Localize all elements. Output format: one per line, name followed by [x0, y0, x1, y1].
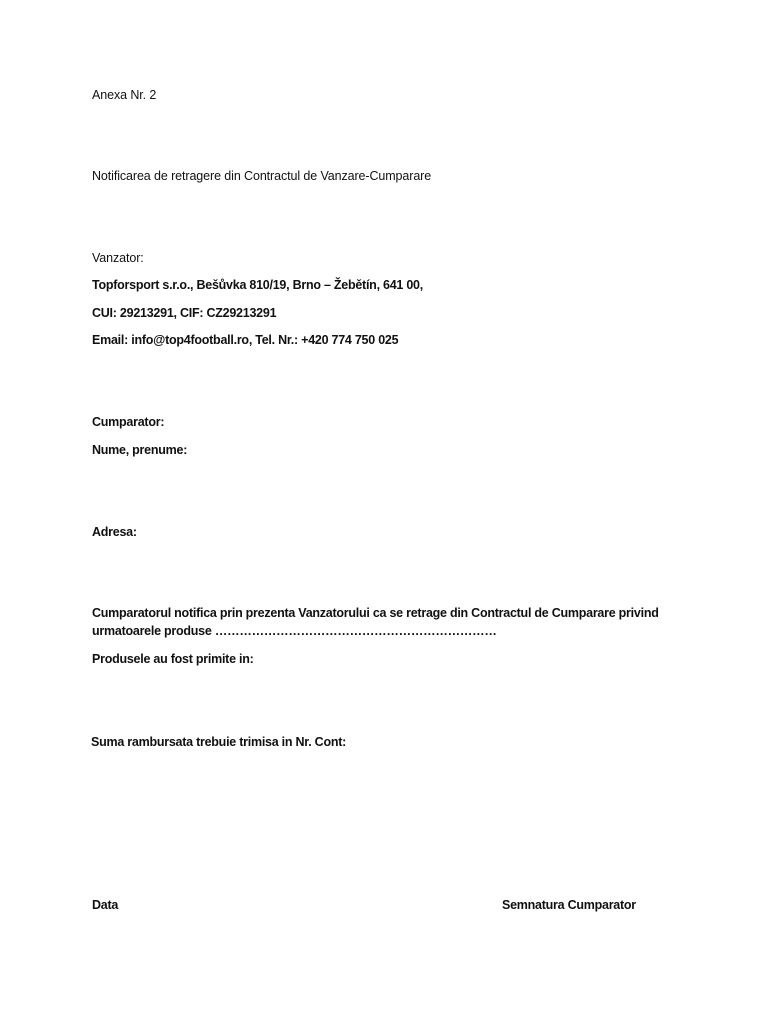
buyer-name-label: Nume, prenume:	[92, 443, 188, 457]
buyer-signature-label: Semnatura Cumparator	[502, 898, 636, 912]
products-received-label: Produsele au fost primite in:	[92, 652, 254, 666]
seller-contact: Email: info@top4football.ro, Tel. Nr.: +420 774 750 025	[92, 333, 399, 347]
refund-account-label: Suma rambursata trebuie trimisa in Nr. Cont:	[91, 735, 347, 749]
document-title: Notificarea de retragere din Contractul de Vanzare-Cumparare	[92, 169, 432, 183]
seller-label: Vanzator:	[92, 251, 144, 265]
date-label: Data	[92, 898, 119, 912]
seller-name-address: Topforsport s.r.o., Bešůvka 810/19, Brno – Žebětín, 641 00,	[92, 278, 423, 292]
withdrawal-notice-text: Cumparatorul notifica prin prezenta Vanzatorului ca se retrage din Contractul de Cumparare privind urmatoarele produse ……………………………………………………………	[92, 606, 659, 638]
buyer-label: Cumparator:	[92, 415, 165, 429]
seller-tax-ids: CUI: 29213291, CIF: CZ29213291	[92, 306, 277, 320]
buyer-address-label: Adresa:	[92, 525, 137, 539]
annex-number: Anexa Nr. 2	[92, 88, 157, 102]
